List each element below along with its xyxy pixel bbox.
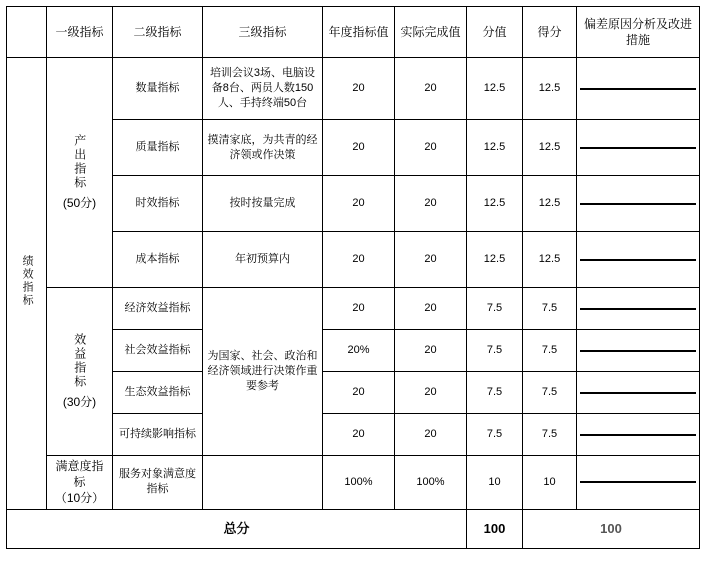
note-ruled-lines (580, 88, 696, 90)
deviation-note-cell[interactable] (577, 288, 700, 330)
weight-value: 12.5 (467, 176, 523, 232)
performance-table (6, 6, 700, 549)
deviation-note-cell[interactable] (577, 58, 700, 120)
level2-label: 质量指标 (113, 120, 203, 176)
level2-label: 生态效益指标 (113, 372, 203, 414)
target-value: 20 (323, 372, 395, 414)
header-level3: 三级指标 (203, 7, 323, 58)
note-ruled-lines (580, 392, 696, 394)
actual-value: 100% (395, 456, 467, 510)
weight-value: 7.5 (467, 414, 523, 456)
level2-label: 数量指标 (113, 58, 203, 120)
weight-value: 10 (467, 456, 523, 510)
weight-value: 7.5 (467, 288, 523, 330)
actual-value: 20 (395, 58, 467, 120)
score-value: 12.5 (523, 58, 577, 120)
level1-indicator-label: 绩效指标 (21, 254, 34, 307)
level1-indicator-cell (7, 58, 47, 510)
target-value: 20 (323, 288, 395, 330)
target-value: 20 (323, 58, 395, 120)
deviation-note-cell[interactable] (577, 372, 700, 414)
score-value: 7.5 (523, 372, 577, 414)
group-output-label: 产出指标 (72, 134, 87, 191)
target-value: 20 (323, 414, 395, 456)
deviation-note-cell[interactable] (577, 414, 700, 456)
actual-value: 20 (395, 120, 467, 176)
header-score: 得分 (523, 7, 577, 58)
level3-label: 按时按量完成 (203, 176, 323, 232)
table-header-row (7, 7, 700, 58)
target-value: 20 (323, 232, 395, 288)
note-ruled-lines (580, 434, 696, 436)
level3-label: 年初预算内 (203, 232, 323, 288)
header-target-value: 年度指标值 (323, 7, 395, 58)
score-value: 12.5 (523, 232, 577, 288)
performance-evaluation-sheet (0, 6, 705, 574)
table-row (7, 456, 700, 510)
target-value: 100% (323, 456, 395, 510)
level3-label: 培训会议3场、电脑设备8台、两员人数150人、手持终端50台 (203, 58, 323, 120)
note-ruled-lines (580, 259, 696, 261)
group-satisfaction-cell (47, 456, 113, 510)
group-output-score: (50分) (62, 195, 97, 210)
level2-label: 时效指标 (113, 176, 203, 232)
group-benefit-label: 效益指标 (72, 333, 87, 390)
note-ruled-lines (580, 481, 696, 483)
weight-value: 12.5 (467, 232, 523, 288)
group-benefit-score: (30分) (62, 394, 97, 409)
header-level2: 二级指标 (113, 7, 203, 58)
score-value: 7.5 (523, 414, 577, 456)
level2-label: 服务对象满意度指标 (113, 456, 203, 510)
actual-value: 20 (395, 330, 467, 372)
level3-label (203, 456, 323, 510)
level2-label: 成本指标 (113, 232, 203, 288)
header-spacer (7, 7, 47, 58)
note-ruled-lines (580, 147, 696, 149)
table-row (7, 288, 700, 330)
score-value: 7.5 (523, 330, 577, 372)
note-ruled-lines (580, 350, 696, 352)
level3-label: 摸清家底，为共青的经济领或作决策 (203, 120, 323, 176)
deviation-note-cell[interactable] (577, 232, 700, 288)
deviation-note-cell[interactable] (577, 176, 700, 232)
actual-value: 20 (395, 176, 467, 232)
header-weight: 分值 (467, 7, 523, 58)
total-label: 总分 (7, 509, 467, 548)
level2-label: 可持续影响指标 (113, 414, 203, 456)
table-row (7, 58, 700, 120)
header-actual-value: 实际完成值 (395, 7, 467, 58)
target-value: 20 (323, 120, 395, 176)
total-score-value: 100 (523, 509, 700, 548)
deviation-note-cell[interactable] (577, 330, 700, 372)
weight-value: 7.5 (467, 372, 523, 414)
target-value: 20 (323, 176, 395, 232)
total-weight-value: 100 (467, 509, 523, 548)
level2-label: 社会效益指标 (113, 330, 203, 372)
deviation-note-cell[interactable] (577, 456, 700, 510)
header-deviation-analysis: 偏差原因分析及改进措施 (577, 7, 700, 58)
group-satisfaction-score: （10分） (54, 491, 105, 506)
level3-label-merged: 为国家、社会、政治和经济领域进行决策作重要参考 (203, 288, 323, 456)
weight-value: 12.5 (467, 120, 523, 176)
weight-value: 12.5 (467, 58, 523, 120)
total-row (7, 509, 700, 548)
weight-value: 7.5 (467, 330, 523, 372)
actual-value: 20 (395, 288, 467, 330)
header-level1: 一级指标 (47, 7, 113, 58)
score-value: 12.5 (523, 176, 577, 232)
note-ruled-lines (580, 203, 696, 205)
actual-value: 20 (395, 232, 467, 288)
actual-value: 20 (395, 414, 467, 456)
score-value: 7.5 (523, 288, 577, 330)
score-value: 12.5 (523, 120, 577, 176)
target-value: 20% (323, 330, 395, 372)
deviation-note-cell[interactable] (577, 120, 700, 176)
group-benefit-cell (47, 288, 113, 456)
level2-label: 经济效益指标 (113, 288, 203, 330)
group-output-cell (47, 58, 113, 288)
actual-value: 20 (395, 372, 467, 414)
score-value: 10 (523, 456, 577, 510)
note-ruled-lines (580, 308, 696, 310)
group-satisfaction-label: 满意度指标 (55, 459, 104, 490)
